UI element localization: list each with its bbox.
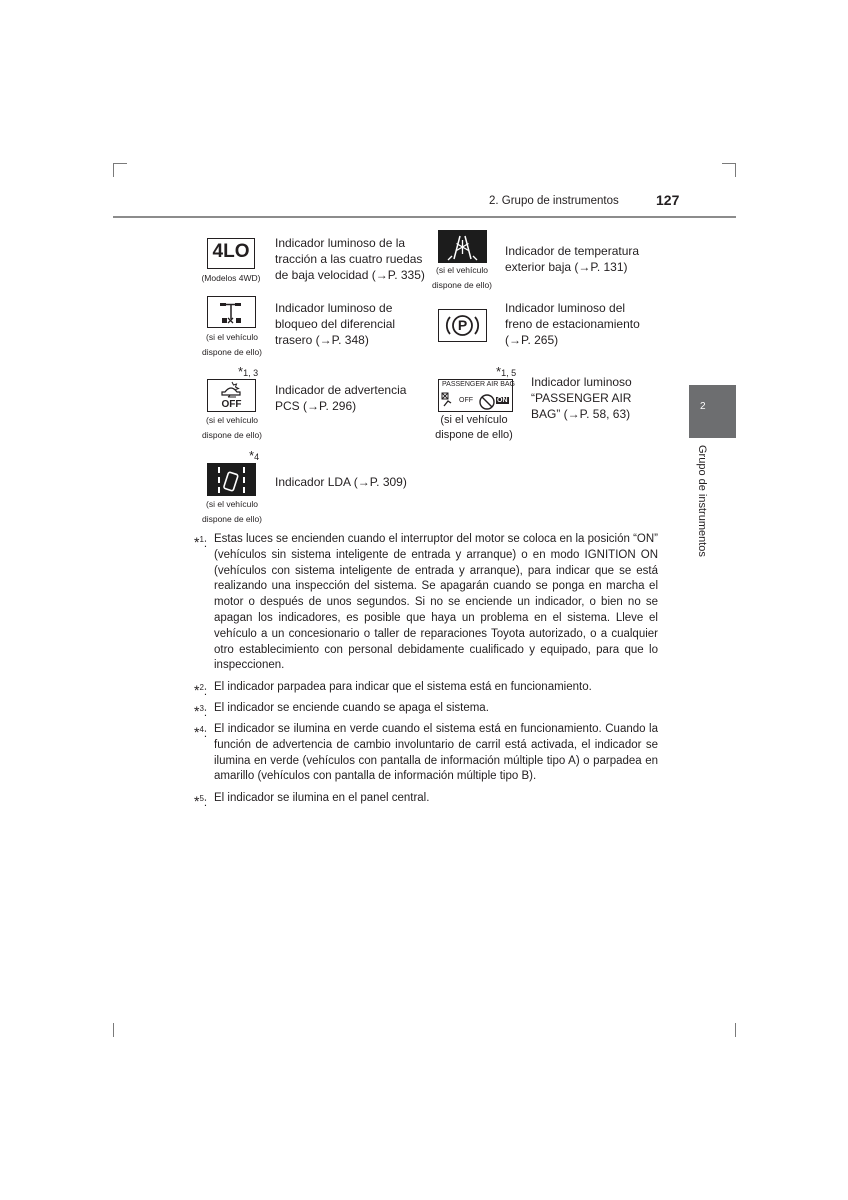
footnote-marker: *$^5$: — [194, 792, 208, 809]
indicator-description: Indicador luminoso de bloqueo del diferencial trasero (→P. 348) — [275, 301, 396, 347]
crop-mark — [722, 163, 736, 164]
parking-brake-letter: P — [457, 317, 468, 333]
indicator-description: Indicador luminoso “PASSENGER AIR BAG” (→P. 58, 63) — [531, 375, 632, 421]
4lo-icon — [207, 238, 255, 269]
indicator-caption: (Modelos 4WD) — [201, 273, 261, 283]
lda-icon — [207, 463, 256, 496]
rear-differential-lock-icon — [207, 296, 256, 328]
footnote — [194, 722, 658, 785]
pcs-off-icon — [207, 379, 256, 412]
indicator-caption: (si el vehículo dispone de ello) — [201, 499, 262, 524]
footnote-text: El indicador se ilumina en verde cuando el sistema está en funcionamiento. Cuando la función de advertencia de cambio involuntario de carril está activada, el indicador se ilumina en verde (vehículos con pantalla de información múltiple tipo A) o parpadea en amarillo (vehículos con pantalla de información múltiple tipo B). — [214, 723, 658, 783]
footnote-marker: *$^2$: — [194, 681, 208, 698]
indicator-caption: (si el vehículo dispone de ello) — [201, 415, 262, 440]
indicator-caption: (si el vehículo dispone de ello) — [201, 332, 262, 357]
footnote-reference: *4 — [249, 448, 260, 463]
airbag-on-text: ON — [497, 397, 508, 404]
crop-mark — [113, 163, 127, 164]
passenger-airbag-label: PASSENGER AIR BAG — [442, 381, 516, 388]
pcs-off-label: OFF — [221, 399, 242, 410]
indicator-caption: (si el vehículo dispone de ello) — [431, 265, 492, 290]
footnote-marker: *$^1$: — [194, 533, 208, 550]
4lo-icon-text: 4LO — [212, 241, 250, 262]
footnote — [194, 532, 658, 674]
airbag-off-text: OFF — [459, 397, 473, 404]
crop-mark — [113, 163, 114, 177]
footnote-text: El indicador se enciende cuando se apaga el sistema. — [214, 702, 489, 714]
indicator-description: Indicador LDA (→P. 309) — [275, 475, 407, 489]
header-rule — [113, 216, 736, 218]
chapter-tab — [689, 385, 736, 438]
footnote — [194, 791, 658, 807]
crop-mark — [735, 1023, 736, 1037]
footnote — [194, 680, 658, 696]
crop-mark — [735, 163, 736, 177]
section-title: 2. Grupo de instrumentos — [489, 195, 619, 207]
page-number: 127 — [656, 192, 680, 208]
footnote-marker: *$^3$: — [194, 702, 208, 719]
indicator-description: Indicador luminoso del freno de estacionamiento (→P. 265) — [505, 301, 640, 347]
footnote-text: El indicador parpadea para indicar que el sistema está en funcionamiento. — [214, 681, 592, 693]
footnote-reference: *1, 3 — [238, 364, 259, 379]
indicator-description: Indicador de temperatura exterior baja (→P. 131) — [505, 244, 640, 274]
parking-brake-icon — [438, 309, 487, 342]
footnote-reference: *1, 5 — [496, 364, 517, 379]
indicator-description: Indicador de advertencia PCS (→P. 296) — [275, 383, 407, 413]
footnote-text: Estas luces se encienden cuando el interruptor del motor se coloca en la posición “ON” (vehículos sin sistema inteligente de entrada y arranque) o en modo IGNITION ON (vehículos con sistema inteligente de entrada y arranque), para indicar que se está realizando una inspección del sistema. Se apagarán cuando se ponga en marcha el motor o después de unos segundos. Si no se enciende un indicador, o bien no se apagan los indicadores, es posible que haya un problema en el sistema. Lleve el vehículo a un concesionario o taller de reparaciones Toyota autorizado, o a cualquier otro establecimiento con personal debidamente cualificado y equipado, para que lo inspeccionen. — [214, 533, 658, 672]
indicator-description: Indicador luminoso de la tracción a las cuatro ruedas de baja velocidad (→P. 335) — [275, 236, 425, 282]
footnote-marker: *$^4$: — [194, 723, 208, 740]
footnote-text: El indicador se ilumina en el panel central. — [214, 792, 430, 804]
footnote — [194, 701, 658, 717]
chapter-tab-number: 2 — [700, 401, 706, 412]
chapter-tab-label: Grupo de instrumentos — [696, 445, 708, 557]
indicator-caption: (si el vehículo dispone de ello) — [435, 414, 513, 441]
low-outside-temperature-icon — [438, 230, 487, 263]
crop-mark — [113, 1023, 114, 1037]
passenger-airbag-icon — [438, 379, 516, 412]
